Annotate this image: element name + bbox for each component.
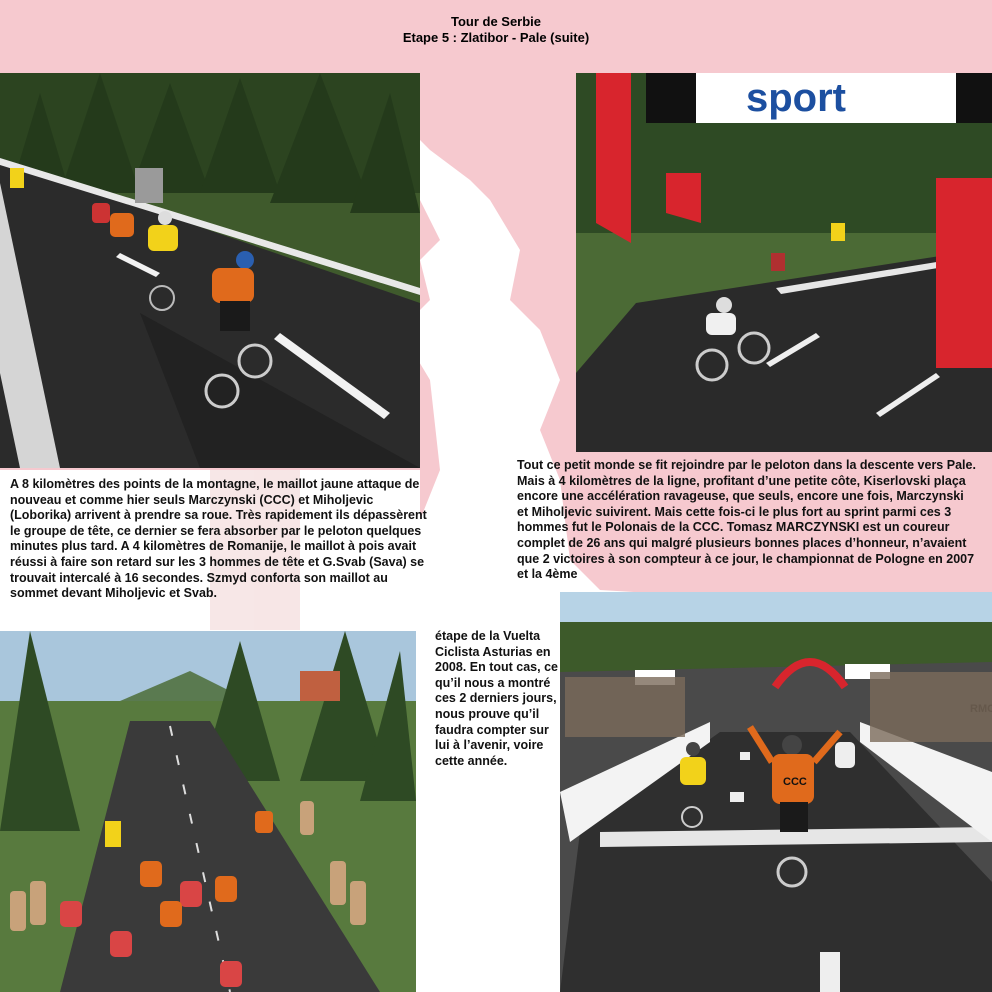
page-header xyxy=(0,14,992,46)
banner-sport-text: sport xyxy=(746,76,846,120)
photo-sprint-finish xyxy=(560,592,992,992)
article-paragraph-1 xyxy=(10,477,430,602)
article-paragraph-3 xyxy=(435,629,560,769)
stage-title: Etape 5 : Zlatibor - Pale (suite) xyxy=(402,30,590,45)
paragraph-1-text: A 8 kilomètres des points de la montagne, le maillot jaune attaque de nouveau et comme hier seuls Marczynski (CCC) et Miholjevic (Loborika) arrivent à prendre sa roue. Très rapidement ils dépassèrent le groupe de tête, ce dernier se fera absorber par le peloton quelques minutes plus tard. A 4 kilomètres de Romanije, le maillot à pois avait réussi à faire son retard sur les 3 hommes de tête et G.Svab (Sava) se trouvait intercalé à 16 secondes. Szmyd conforta son maillot au sommet devant Miholjevic et Svab. xyxy=(10,477,427,601)
paragraph-3-text: étape de la Vuelta Ciclista Asturias en 2008. En tout cas, ce qu’il nous a montré ces 2 derniers jours, nous prouve qu’il faudra compter sur lui à l’avenir, voire cette année. xyxy=(435,629,558,768)
race-title: Tour de Serbie xyxy=(450,14,542,29)
article-paragraph-2 xyxy=(517,458,977,583)
winner-jersey-text: CCC xyxy=(783,776,807,788)
photo-peloton-mountain xyxy=(0,73,420,468)
photo-descent-banner xyxy=(576,73,992,452)
photo-climb-spectators xyxy=(0,631,416,992)
paragraph-2-text: Tout ce petit monde se fit rejoindre par le peloton dans la descente vers Pale. Mais à 4 kilomètres de la ligne, profitant d’une petite côte, Kiserlovski plaça encore une accélération ravageuse, que seuls, encore une fois, Marczynski et Miholjevic suivirent. Mais cette fois-ci le plus fort au sprint parmi ces 3 hommes fut le Polonais de la CCC. Tomasz MARCZYNSKI est un coureur complet de 26 ans qui malgré plusieurs bonnes places d’honneur, n’avaient que 2 victoires à son compteur à ce jour, le championnat de Pologne en 2007 et la 4ème xyxy=(517,458,976,582)
